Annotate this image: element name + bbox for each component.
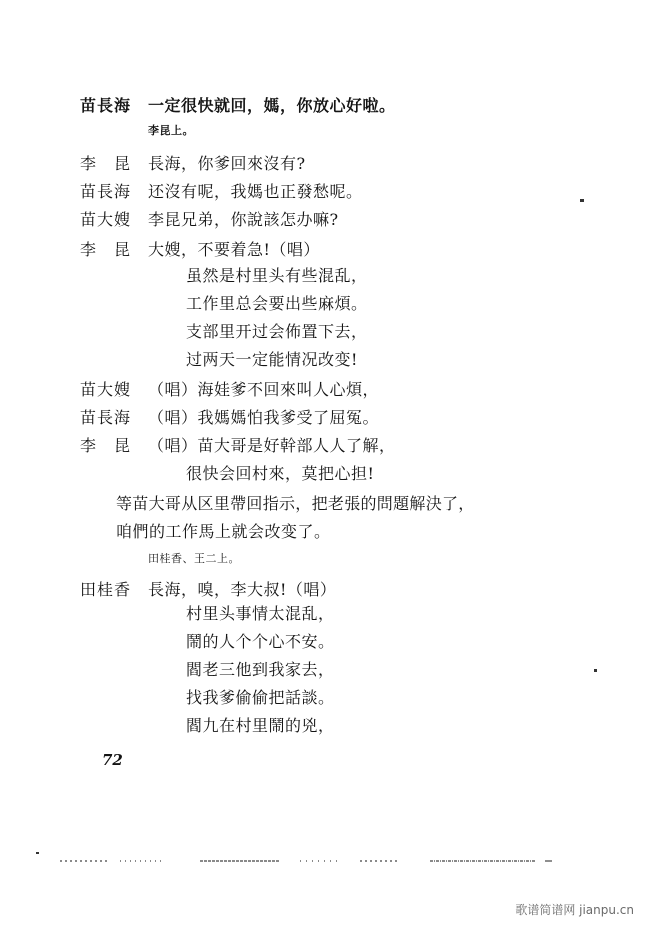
dialogue-line: （唱）苗大哥是好幹部人人了解，: [148, 436, 396, 455]
prose-line: 咱們的工作馬上就会改变了。: [116, 522, 331, 541]
verse-line: 虽然是村里头有些混乱，: [186, 266, 368, 285]
stage-direction: 李昆上。: [148, 124, 194, 137]
verse-line: 閻九在村里鬧的兇，: [186, 716, 335, 735]
speaker-name: 苗長海: [80, 408, 132, 427]
speaker-name: 李 昆: [80, 154, 132, 173]
speaker-name: 苗長海: [80, 182, 132, 201]
watermark-text: 歌谱简谱网 jianpu.cn: [515, 903, 634, 917]
verse-line: 很快会回村來，莫把心担!: [186, 464, 375, 483]
dialogue-line: 一定很快就回，媽，你放心好啦。: [148, 96, 396, 115]
verse-line: 找我爹偷偷把話談。: [186, 688, 335, 707]
prose-line: 等苗大哥从区里帶回指示，把老張的問題解決了，: [116, 494, 475, 513]
speaker-name: 李 昆: [80, 240, 132, 259]
scan-mark: [594, 669, 597, 672]
scan-mark: [580, 199, 584, 202]
speaker-name: 田桂香: [80, 580, 132, 599]
speaker-name: 苗大嫂: [80, 210, 132, 229]
verse-line: 村里头事情太混乱，: [186, 604, 335, 623]
dialogue-line: （唱）我媽媽怕我爹受了屈冤。: [148, 408, 380, 427]
dialogue-line: （唱）海娃爹不回來叫人心煩，: [148, 380, 380, 399]
verse-line: 工作里总会要出些麻煩。: [186, 294, 368, 313]
scan-artifact-line: [0, 858, 656, 864]
verse-line: 支部里开过会佈置下去，: [186, 322, 368, 341]
dialogue-line: 長海，嗅，李大叔!（唱）: [148, 580, 337, 599]
dialogue-line: 还沒有呢，我媽也正發愁呢。: [148, 182, 363, 201]
dialogue-line: 李昆兄弟，你說該怎办嘛?: [148, 210, 339, 229]
speaker-name: 苗長海: [80, 96, 132, 115]
speaker-name: 李 昆: [80, 436, 132, 455]
speaker-name: 苗大嫂: [80, 380, 132, 399]
page-number: 72: [102, 751, 123, 769]
verse-line: 閻老三他到我家去，: [186, 660, 335, 679]
dialogue-line: 大嫂，不要着急!（唱）: [148, 240, 320, 259]
dialogue-line: 長海，你爹回來沒有?: [148, 154, 306, 173]
verse-line: 鬧的人个个心不安。: [186, 632, 335, 651]
stage-direction: 田桂香、王二上。: [148, 552, 240, 565]
verse-line: 过两天一定能情况改变!: [186, 350, 358, 369]
scan-mark: [36, 852, 39, 854]
